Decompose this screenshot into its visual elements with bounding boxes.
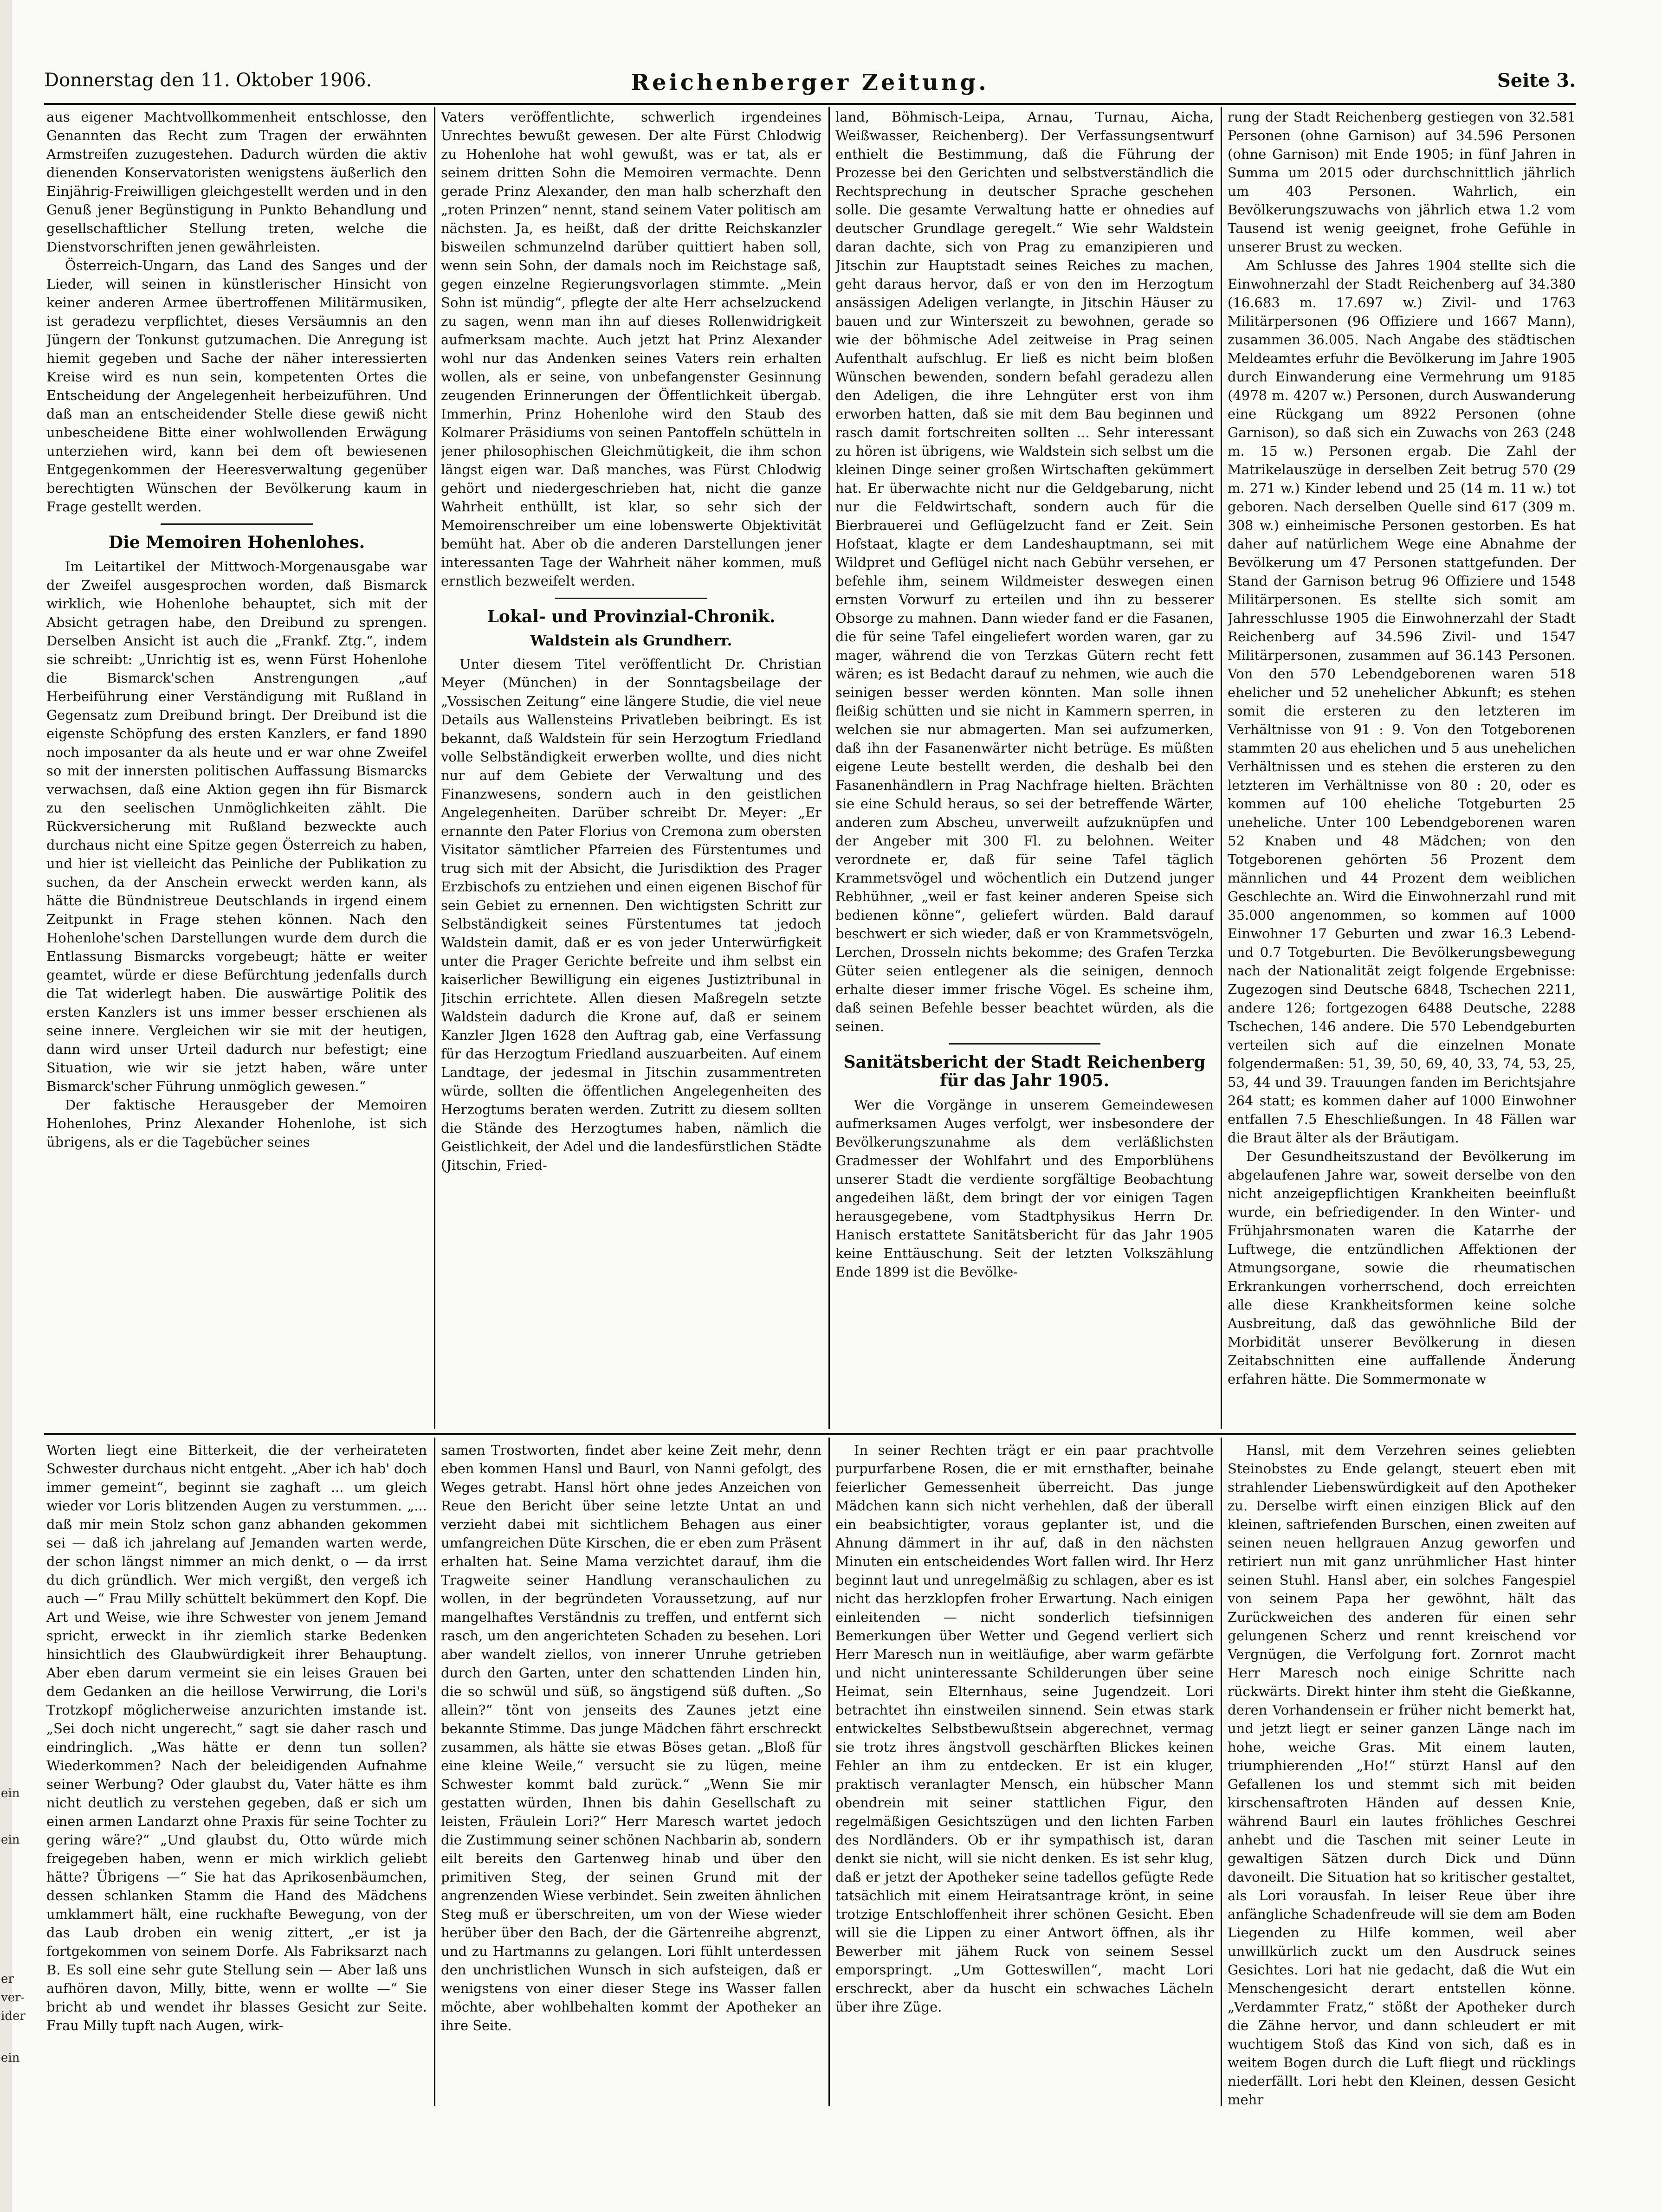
column-divider — [828, 107, 830, 1429]
column-divider — [434, 107, 435, 1429]
feuilleton-column-2 — [441, 1441, 821, 2109]
feuilleton-rule — [44, 1433, 1576, 1435]
column-2 — [441, 108, 821, 1430]
feuilleton-column-3 — [835, 1441, 1214, 2109]
page-edge — [0, 0, 12, 2212]
edge-fragment: er — [1, 1972, 14, 1986]
edge-fragment: ider — [1, 2009, 26, 2023]
header-rule — [44, 103, 1576, 105]
section-divider — [555, 598, 707, 599]
newspaper-title: Reichenberger Zeitung. — [631, 70, 989, 96]
article-heading: Sanitätsbericht der Stadt Reichenberg für das Jahr 1905. — [843, 1052, 1206, 1090]
article-text: Im Leitartikel der Mittwoch-Morgenausgabe war der Zweifel ausgesprochen worden, daß Bismarck wirklich, wie Hohenlohe behauptet, sich mit der Absicht getragen habe, den Dreibund zu sprengen. Derselben Ansicht ist auch die „Frankf. Ztg.“, indem sie schreibt: „Unrichtig ist es, wenn Fürst Hohenlohe die Bismarck'schen Anstrengungen „auf Herbeiführung einer Verständigung mit Rußland in Gegensatz zum Dreibund bringt. Der Dreibund ist die eigenste Schöpfung des ersten Kanzlers, er fand 1890 noch imposanter da als heute und er war ohne Zweifel so mit der innersten politischen Auffassung Bismarcks verwachsen, daß eine Aktion gegen ihn für Bismarck zu den seelischen Unmöglichkeiten zählt. Die Rückversicherung mit Rußland bezweckte auch durchaus nicht eine Spitze gegen Österreich zu haben, und hier ist vielleicht das Peinliche der Publikation zu suchen, da der Anschein erweckt werden kann, als hätte die Bündnistreue Deutschlands in irgend einem Zeitpunkt in Frage stehen können. Nach den Hohenlohe'schen Darstellungen wurde dem durch die Entlassung Bismarcks vorgebeugt; hätte er weiter geamtet, würde er diese Befürchtung jedenfalls durch die Tat widerlegt haben. Die auswärtige Politik des ersten Kanzlers ist uns immer besser erschienen als seine innere. Vergleichen wir sie mit der heutigen, dann wird unser Urteil dadurch nur befestigt; eine Situation, wie wir sie jetzt haben, wäre unter Bismarck'scher Führung unmöglich gewesen.“ — [46, 559, 427, 1094]
column-divider — [1221, 1438, 1222, 2106]
article-heading: Die Memoiren Hohenlohes. — [108, 533, 365, 552]
column-divider — [1221, 107, 1222, 1429]
article-text: Vaters veröffentlichte, schwerlich irgendeines Unrechtes bewußt gewesen. Der alte Fürst Chlodwig zu Hohenlohe hat wohl gewußt, was er tat, als er seinem dritten Sohn die Memoiren vermachte. Denn gerade Prinz Alexander, den man halb scherzhaft den „roten Prinzen“ nennt, stand seinem Vater politisch am nächsten. Ja, es heißt, daß der dritte Reichskanzler bisweilen schmunzelnd darüber quittiert haben soll, wenn sein Sohn, der damals noch im Reichstage saß, gegen einzelne Regierungsvorlagen stimmte. „Mein Sohn ist mündig“, pflegte der alte Herr achselzuckend zu sagen, wenn man ihn auf dieses Rollenwidrigkeit aufmerksam machte. Auch jetzt hat Prinz Alexander wohl nur das Andenken seines Vaters rein erhalten wollen, als er seine, von unbefangenster Gesinnung zeugenden Erinnerungen der Öffentlichkeit übergab. Immerhin, Prinz Hohenlohe wird den Staub des Kolmarer Präsidiums von seinen Pantoffeln schütteln in jener philosophischen Gleichmütigkeit, die ihm schon längst eigen war. Daß manches, was Fürst Chlodwig gehört und niedergeschrieben hat, nicht die ganze Wahrheit enthüllt, ist klar, so sehr sich der Memoirenschreiber um eine lobenswerte Objektivität bemüht hat. Aber ob die anderen Darstellungen jener interessanten Tage der Wahrheit näher kommen, muß ernstlich bezweifelt werden. — [441, 109, 821, 589]
article-text: aus eigener Machtvollkommenheit entschlosse, den Genannten das Recht zum Tragen der erwähnten Armstreifen zuzugestehen. Dadurch würden die aktiv dienenden Konservatoristen wenigstens äußerlich den Einjährig-Freiwilligen gleichgestellt werden und in den Genuß jener Begünstigung in Punkto Behandlung und gesellschaftlicher Stellung treten, welche die Dienstvorschriften jenen gewährleisten. — [46, 109, 427, 255]
column-3 — [835, 108, 1214, 1430]
column-divider — [434, 1438, 435, 2106]
article-text: Der faktische Herausgeber der Memoiren Hohenlohes, Prinz Alexander Hohenlohe, ist sich übrigens, als er die Tagebücher seines — [46, 1097, 427, 1150]
article-text: rung der Stadt Reichenberg gestiegen von 32.581 Personen (ohne Garnison) auf 34.596 Personen (ohne Garnison) mit Ende 1905; in fünf Jahren in Summa um 2015 oder durchschnittlich jährlich um 403 Personen. Wahrlich, ein Bevölkerungszuwachs von jährlich etwa 1.2 vom Tausend ist wenig geeignet, frohe Gefühle in unserer Brust zu wecken. — [1228, 109, 1576, 255]
article-text: Wer die Vorgänge in unserem Gemeindewesen aufmerksamen Auges verfolgt, wer insbesondere der Bevölkerungszunahme als dem verläßlichsten Gradmesser der Wohlfahrt und des Emporblühens unserer Stadt die verdiente sorgfältige Beobachtung angedeihen läßt, dem bringt der vor einigen Tagen herausgegebene, vom Stadtphysikus Herrn Dr. Hanisch erstattete Sanitätsbericht für das Jahr 1905 keine Enttäuschung. Seit der letzten Volkszählung Ende 1899 ist die Bevölke- — [835, 1097, 1214, 1280]
article-text: Am Schlusse des Jahres 1904 stellte sich die Einwohnerzahl der Stadt Reichenberg auf 34.380 (16.683 m. 17.697 w.) Zivil- und 1763 Militärpersonen (96 Offiziere und 1667 Mann), zusammen 36.005. Nach Angabe des städtischen Meldeamtes erfuhr die Bevölkerung im Jahre 1905 durch Einwanderung eine Vermehrung um 9185 (4978 m. 4207 w.) Personen, durch Auswanderung eine Rückgang um 8922 Personen (ohne Garnison), so daß sich ein Zuwachs von 263 (248 m. 15 w.) Personen ergab. Die Zahl der Matrikelauszüge in derselben Zeit betrug 570 (29 m. 271 w.) Kinder lebend und 25 (14 m. 11 w.) tot geboren. Nach derselben Quelle sind 617 (309 m. 308 w.) einheimische Personen gestorben. Es hat daher auf natürlichem Wege eine Abnahme der Bevölkerung um 47 Personen stattgefunden. Der Stand der Garnison betrug 96 Offiziere und 1548 Militärpersonen. Es stellte sich somit am Jahresschlusse 1905 die Einwohnerzahl der Stadt Reichenberg auf 34.596 Zivil- und 1547 Militärpersonen, zusammen auf 36.143 Personen. Von den 570 Lebendgeborenen waren 518 ehelicher und 52 unehelicher Abkunft; es stehen somit die ersteren zu den letzteren im Verhältnisse von 91 : 9. Von den Totgeborenen stammten 20 aus ehelichen und 5 aus unehelichen Verhältnissen und es stehen die ersteren zu den letzteren im Verhältnisse von 80 : 20, oder es kommen auf 100 eheliche Totgeburten 25 uneheliche. Unter 100 Lebendgeborenen waren 52 Knaben und 48 Mädchen; von den Totgeborenen gehörten 56 Prozent dem männlichen und 44 Prozent dem weiblichen Geschlechte an. Wird die Einwohnerzahl rund mit 35.000 angenommen, so kommen auf 1000 Einwohner 17 Geburten und zwar 16.3 Lebend- und 0.7 Totgeburten. Die Bevölkerungsbewegung nach der Nationalität zeigt folgende Ergebnisse: Zugezogen sind Deutsche 6848, Tschechen 2211, andere 126; fortgezogen 6488 Deutsche, 2288 Tschechen, 146 andere. Die 570 Lebendgeburten verteilen sich auf die einzelnen Monate folgendermaßen: 51, 39, 50, 69, 40, 33, 74, 53, 25, 53, 44 und 39. Trauungen fanden im Berichtsjahre 264 statt; es kommen daher auf 1000 Einwohner entfallen 7.5 Eheschließungen. In 48 Fällen war die Braut älter als der Bräutigam. — [1228, 258, 1576, 1146]
edge-fragment: ver- — [1, 1991, 25, 2005]
story-text: Worten liegt eine Bitterkeit, die der verheirateten Schwester durchaus nicht entgeht. „Aber ich hab' doch immer gemeint“, beginnt sie zaghaft ... um gleich wieder vor Loris blitzenden Augen zu verstummen. „... daß mir mein Stolz schon ganz abhanden gekommen sei — daß ich jahrelang auf Jemanden warten werde, der schon längst nimmer an mich denkt, o — da irrst du dich gründlich. Wer mich vergißt, den vergeß ich auch —“ Frau Milly schüttelt bekümmert den Kopf. Die Art und Weise, wie ihre Schwester von jenem Jemand spricht, erweckt in ihr ziemlich starke Bedenken hinsichtlich des Glaubwürdigkeit ihrer Behauptung. Aber eben darum vermeint sie ein leises Grauen bei dem Gedanken an die heillose Verwirrung, die Lori's Trotzkopf möglicherweise anzurichten imstande ist. „Sei doch nicht ungerecht,“ sagt sie daher rasch und eindringlich. „Was hätte er denn tun sollen? Wiederkommen? Nach der beleidigenden Aufnahme seiner Werbung? Oder glaubst du, Vater hätte es ihm nicht deutlich zu verstehen gegeben, daß er sich um einen armen Landarzt ohne Praxis für seine Tochter zu gering wäre?“ „Und glaubst du, Otto würde mich freigegeben haben, wenn er mich wirklich geliebt hätte? Übrigens —“ Sie hat das Aprikosenbäumchen, dessen schlanken Stamm die Hand des Mädchens umklammert hält, eine ruckhafte Bewegung, von der das Laub droben ein wenig zittert, „er ist ja fortgekommen von seinem Dorfe. Als Fabriksarzt nach B. Es soll eine sehr gute Stellung sein — Aber laß uns aufhören davon, Milly, bitte, wenn er wollte —“ Sie bricht ab und wendet ihr blasses Gesicht zur Seite. Frau Milly tupft nach Augen, wirk- — [46, 1442, 427, 2033]
article-text: Unter diesem Titel veröffentlicht Dr. Christian Meyer (München) in der Sonntagsbeilage der „Vossischen Zeitung“ eine längere Studie, die viel neue Details aus Wallensteins Privatleben beibringt. Es ist bekannt, daß Waldstein für sein Herzogtum Friedland volle Selbständigkeit erwerben wollte, und dies nicht nur auf dem Gebiete der Verwaltung und des Finanzwesens, sondern auch in den geistlichen Angelegenheiten. Darüber schreibt Dr. Meyer: „Er ernannte den Pater Florius von Cremona zum obersten Visitator sämtlicher Pfarreien des Fürstentumes und trug sich mit der Absicht, die Jurisdiktion des Prager Erzbischofs zu entziehen und einen eigenen Bischof für sein Gebiet zu ernennen. Den wichtigsten Schritt zur Selbständigkeit seines Fürstentumes tat jedoch Waldstein damit, daß er es von jeder Unterwürfigkeit unter die Prager Gerichte befreite und ihm selbst ein kaiserlicher Bewilligung ein eigenes Justiztribunal in Jitschin errichtete. Allen diesen Maßregeln setzte Waldstein dadurch die Krone auf, daß er seinem Kanzler Jlgen 1628 den Auftrag gab, eine Verfassung für das Herzogtum Friedland auszuarbeiten. Auf einem Landtage, der jedesmal in Jitschin zusammentreten würde, sollten die öffentlichen Angelegenheiten des Herzogtums beraten werden. Zutritt zu diesem sollten die Stände des Herzogtumes haben, nämlich die Geistlichkeit, der Adel und die landesfürstlichen Städte (Jitschin, Fried- — [441, 656, 821, 1173]
section-heading: Lokal- und Provinzial-Chronik. — [487, 607, 776, 626]
feuilleton-column-1 — [46, 1441, 427, 2109]
edge-fragment: ein — [1, 1786, 20, 1800]
article-text: Der Gesundheitszustand der Bevölkerung im abgelaufenen Jahre war, soweit derselbe von den nicht anzeigepflichtigen Krankheiten beeinflußt wurde, ein befriedigender. In den Winter- und Frühjahrsmonaten waren die Katarrhe der Luftwege, die entzündlichen Affektionen der Atmungsorgane, sowie die rheumatischen Erkrankungen vorherrschend, doch erreichten alle diese Krankheitsformen keine solche Ausbreitung, daß das gewöhnliche Bild der Morbidität unserer Bevölkerung in diesen Zeitabschnitten eine auffallende Änderung erfahren hätte. Die Sommermonate w — [1228, 1148, 1576, 1387]
page-header — [44, 70, 1576, 102]
page-number: Seite 3. — [1497, 70, 1576, 91]
column-4 — [1228, 108, 1576, 1430]
story-text: samen Trostworten, findet aber keine Zeit mehr, denn eben kommen Hansl und Baurl, von Nanni gefolgt, des Weges getrabt. Hansl hört ohne jedes Anzeichen von Reue den Bericht über seine letzte Untat an und verzieht dabei mit sichtlichem Behagen aus einer umfangreichen Düte Kirschen, die er eben zum Präsent erhalten hat. Seine Mama verzichtet darauf, ihm die Tragweite seiner Handlung veranschaulichen zu wollen, in der begründeten Voraussetzung, auf nur mangelhaftes Verständnis zu treffen, und entfernt sich rasch, um den angerichteten Schaden zu besehen. Lori aber wandelt ziellos, von innerer Unruhe getrieben durch den Garten, unter den schattenden Linden hin, die so schwül und süß, so ängstigend süß duften. „So allein?“ tönt von jenseits des Zaunes jetzt eine bekannte Stimme. Das junge Mädchen fährt erschreckt zusammen, als hätte sie etwas Böses getan. „Bloß für eine kleine Weile,“ versucht sie zu lügen, meine Schwester kommt bald zurück.“ „Wenn Sie mir gestatten würden, Ihnen bis dahin Gesellschaft zu leisten, Fräulein Lori?“ Herr Maresch wartet jedoch die Zustimmung seiner schönen Nachbarin ab, sondern eilt bereits den Gartenweg hinab und über den primitiven Steg, der seinen Grund mit der angrenzenden Wiese verbindet. Sein zweiten ähnlichen Steg muß er überschreiten, um von der Wiese wieder herüber über den Bach, der die Gärtenreihe abgrenzt, und zu Hartmanns zu gelangen. Lori fühlt unterdessen den unchristlichen Wunsch in sich aufsteigen, daß er wenigstens von einer dieser Stege ins Wasser fallen möchte, aber wohlbehalten kommt der Apotheker an ihre Seite. — [441, 1442, 821, 2033]
article-text: Österreich-Ungarn, das Land des Sanges und der Lieder, will seinen in künstlerischer Hinsicht von keiner anderen Armee übertroffenen Militärmusiken, ist geradezu verpflichtet, dieses Versäumnis an den Jüngern der Tonkunst gutzumachen. Die Anregung ist hiemit gegeben und Sache der näher interessierten Kreise wird es nun sein, kompetenten Ortes die Entscheidung der Angelegenheit herbeizuführen. Und daß man an entscheidender Stelle diese gewiß nicht unbescheidene Bitte einer wohlwollenden Erwägung unterziehen wird, kann bei dem oft bewiesenen Entgegenkommen der Heeresverwaltung gegenüber berechtigten Wünschen der Bevölkerung kaum in Frage gestellt werden. — [46, 258, 427, 515]
edge-fragment: ein — [1, 2051, 20, 2065]
article-subheading: Waldstein als Grundherr. — [530, 632, 732, 649]
section-divider — [161, 523, 313, 525]
article-text: land, Böhmisch-Leipa, Arnau, Turnau, Aicha, Weißwasser, Reichenberg). Der Verfassungsentwurf enthielt die Bestimmung, daß die Führung der Prozesse bei den Gerichten und selbstverständlich die Rechtsprechung in deutscher Sprache geschehen solle. Die gesamte Verwaltung hatte er ohnedies auf deutscher Grundlage geregelt.“ Wie sehr Waldstein daran dachte, sich von Prag zu emanzipieren und Jitschin zur Hauptstadt seines Reiches zu machen, geht daraus hervor, daß er von den im Herzogtum ansässigen Adeligen verlangte, in Jitschin Häuser zu bauen und zur Winterszeit zu bewohnen, gerade so wie der böhmische Adel zeitweise in Prag seinen Aufenthalt aufschlug. Er ließ es nicht beim bloßen Wünschen bewenden, sondern befahl geradezu allen den Adeligen, die ihre Lehngüter erst von ihm erworben hatten, daß sie mit dem Bau beginnen und rasch damit fortschreiten sollten ... Sehr interessant zu hören ist übrigens, wie Waldstein sich selbst um die kleinen Dinge seiner großen Wirtschaften gekümmert hat. Er überwachte nicht nur die Geldgebarung, nicht nur die Feldwirtschaft, sondern auch für die Bierbrauerei und Geflügelzucht fand er Zeit. Sein Hofstaat, klagte er dem Landeshauptmann, sei mit Wildpret und Geflügel nicht nach Gebühr versehen, er befehle ihm, seinem Wildmeister deswegen einen ernsten Vorwurf zu erteilen und ihn zu besserer Obsorge zu mahnen. Dann wieder fand er die Fasanen, die für seine Tafel eingeliefert worden waren, gar zu mager, während die von Terzkas Gütern recht fett wären; es ist Bedacht darauf zu nehmen, wie auch die seinigen besser werden könnten. Man solle ihnen fleißig schütten und sie nicht in Kammern sperren, in welchen sie nur abmagerten. Man sei aufzumerken, daß ihn der Fasanenwärter nicht betrüge. Es müßten eigene Leute bestellt werden, die deshalb bei den Fasanenhändlern in Prag Nachfrage hielten. Brächten sie eine Schuld heraus, so sei der betreffende Wärter, anderen zum Abscheu, unverweilt aufzuknüpfen und der Angeber mit 300 Fl. zu belohnen. Weiter verordnete er, daß für seine Tafel täglich Krammetsvögel und wöchentlich ein Dutzend junger Rebhühner, „weil er fast keiner anderen Speise sich bedienen könne“, geliefert würden. Bald darauf beschwert er sich wieder, daß er von Krammetsvögeln, Lerchen, Drosseln nichts bekomme; des Grafen Terzka Güter seien entlegener als die seinigen, dennoch erhalte dieser immer frische Vögel. Es scheine ihm, daß seinen Befehle besser beachtet würden, als die seinen. — [835, 109, 1214, 1034]
column-divider — [828, 1438, 830, 2106]
column-1 — [46, 108, 427, 1430]
story-text: In seiner Rechten trägt er ein paar prachtvolle purpurfarbene Rosen, die er mit ernsthafter, beinahe feierlicher Gemessenheit überreicht. Das junge Mädchen kann sich nicht verhehlen, daß der überall ein beabsichtigter, voraus geplanter ist, und die Ahnung dämmert in ihr auf, daß in den nächsten Minuten ein entscheidendes Wort fallen wird. Ihr Herz beginnt laut und unregelmäßig zu schlagen, aber es ist nicht das herzklopfen froher Erwartung. Nach einigen einleitenden — nicht sonderlich tiefsinnigen Bemerkungen über Wetter und Gegend verliert sich Herr Maresch nun in weitläufige, aber warm gefärbte und nicht uninteressante Schilderungen über seine Heimat, sein Elternhaus, seine Jugendzeit. Lori betrachtet ihn einstweilen sinnend. Sein etwas stark entwickeltes Selbstbewußtsein abgerechnet, vermag sie trotz ihres ängstvoll geschärften Blickes keinen Fehler an ihm zu entdecken. Er ist ein kluger, praktisch veranlagter Mensch, ein hübscher Mann obendrein mit seiner stattlichen Figur, den regelmäßigen Gesichtszügen und den lichten Farben des Nordländers. Ob er ihr sympathisch ist, daran denkt sie nicht, will sie nicht denken. Es ist sehr klug, daß er jetzt der Apotheker seine tadellos gefügte Rede tatsächlich mit einem Heiratsantrage krönt, in seine trotzige Entschloffenheit ihrer schönen Gesicht. Eben will sie die Lippen zu einer Antwort öffnen, als ihr Bewerber mit jähem Ruck von seinem Sessel emporspringt. „Um Gotteswillen“, macht Lori erschreckt, aber da huscht ein schwaches Lächeln über ihre Züge. — [835, 1442, 1214, 2015]
edge-fragment: ein — [1, 1833, 20, 1847]
story-text: Hansl, mit dem Verzehren seines geliebten Steinobstes zu Ende gelangt, steuert eben mit strahlender Liebenswürdigkeit auf den Apotheker zu. Derselbe wirft einen einzigen Blick auf den kleinen, saftriefenden Burschen, einen zweiten auf seinen neuen hellgrauen Anzug geworfen und retiriert nun mit ganz unrühmlicher Hast hinter seinen Stuhl. Hansl aber, ein solches Fangespiel von seinem Papa her gewöhnt, hält das Zurückweichen des anderen für einen sehr gelungenen Scherz und rennt kreischend vor Vergnügen, die Verfolgung fort. Zornrot macht Herr Maresch noch einige Schritte nach rückwärts. Direkt hinter ihm steht die Gießkanne, deren Vorhandensein er früher nicht bemerkt hat, und jetzt liegt er seiner ganzen Länge nach im hohe, weiche Gras. Mit einem lauten, triumphierenden „Ho!“ stürzt Hansl auf den Gefallenen los und stemmt sich mit beiden kirschensaftroten Händen auf dessen Knie, während Baurl ein lautes fröhliches Geschrei anhebt und die Taschen mit seiner Leute in gewaltigen Sätzen durch Dick und Dünn davoneilt. Die Situation hat so kritischer gestaltet, als Lori vorausfah. In leiser Reue über ihre anfängliche Schadenfreude will sie dem am Boden Liegenden zu Hilfe kommen, weil aber unwillkürlich zuckt um den Ausdruck seines Gesichtes. Lori hat nie gedacht, daß die Wut ein Menschengesicht derart entstellen könne. „Verdammter Fratz,“ stößt der Apotheker durch die Zähne hervor, und dann schleudert er mit wuchtigem Stoß das Kind von sich, daß es in weitem Bogen durch die Luft fliegt und rücklings niederfällt. Lori hebt den Kleinen, dessen Gesicht mehr — [1228, 1442, 1576, 2108]
feuilleton-column-4 — [1228, 1441, 1576, 2109]
section-divider — [949, 1043, 1100, 1045]
issue-date: Donnerstag den 11. Oktober 1906. — [44, 70, 372, 91]
